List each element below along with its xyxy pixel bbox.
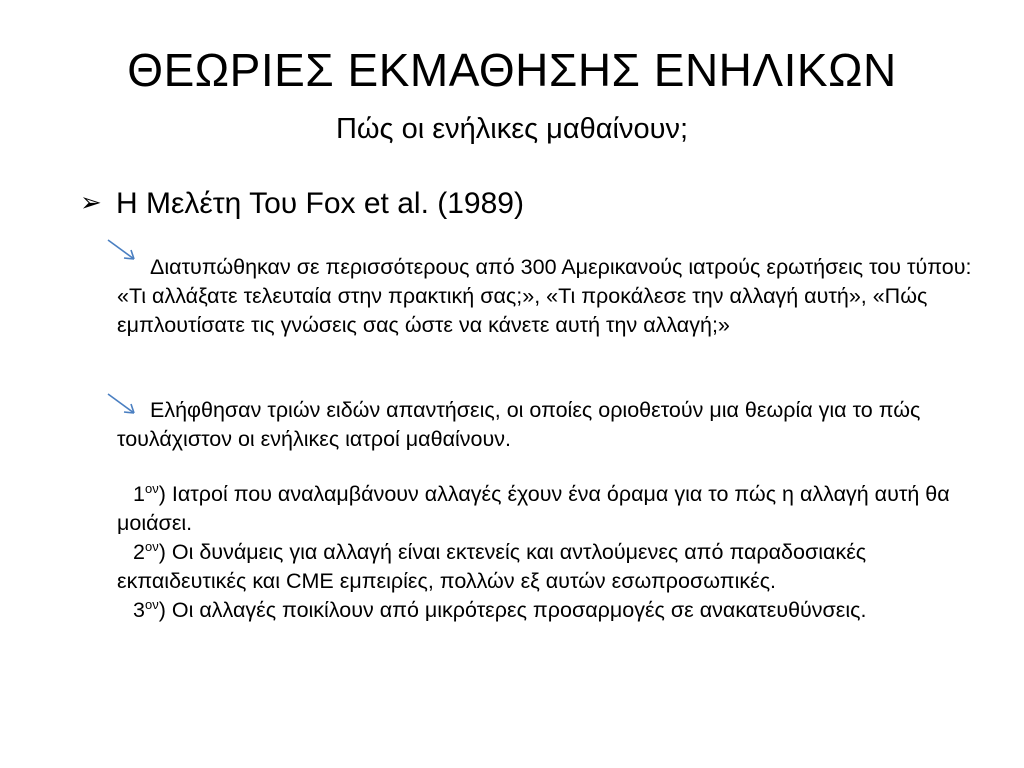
bullet-heading-text: Η Μελέτη Του Fox et al. (1989) bbox=[116, 187, 524, 220]
paragraph-answers bbox=[117, 396, 997, 454]
answer-list bbox=[117, 480, 997, 625]
paragraph-questions-text: Διατυπώθηκαν σε περισσότερους από 300 Αμερικανούς ιατρούς ερωτήσεις του τύπου: «Τι αλλάξατε τελευταία στην πρακτική σας;», «Τι προκάλεσε την αλλαγή αυτή», «Πώς εμπλουτίσατε τις γνώσεις σας ώστε να κάνετε αυτή την αλλαγή;» bbox=[117, 255, 972, 337]
slide-subtitle: Πώς οι ενήλικες μαθαίνουν; bbox=[335, 113, 689, 145]
list-item: $2^{o\nu}$) Οι δυνάμεις για αλλαγή είναι εκτενείς και αντλούμενες από παραδοσιακές εκπαιδευτικές και CME εμπειρίες, πολλών εξ αυτών εσωπροσωπικές. bbox=[117, 539, 867, 593]
arrow-bullet-icon: ➢ bbox=[80, 187, 102, 217]
bullet-heading bbox=[80, 182, 524, 224]
list-item: $3^{o\nu}$) Οι αλλαγές ποικίλουν από μικρότερες προσαρμογές σε ανακατευθύνσεις. bbox=[133, 597, 867, 622]
paragraph-answers-text: Ελήφθησαν τριών ειδών απαντήσεις, οι οποίες οριοθετούν μια θεωρία για το πώς τουλάχιστον οι ενήλικες ιατροί μαθαίνουν. bbox=[117, 398, 921, 451]
paragraph-questions bbox=[117, 253, 997, 340]
list-item: $1^{o\nu}$) Ιατροί που αναλαμβάνουν αλλαγές έχουν ένα όραμα για το πώς η αλλαγή αυτή θα μοιάσει. bbox=[117, 481, 950, 535]
slide-title: ΘΕΩΡΙΕΣ ΕΚΜΑΘΗΣΗΣ ΕΝΗΛΙΚΩΝ bbox=[127, 44, 897, 96]
